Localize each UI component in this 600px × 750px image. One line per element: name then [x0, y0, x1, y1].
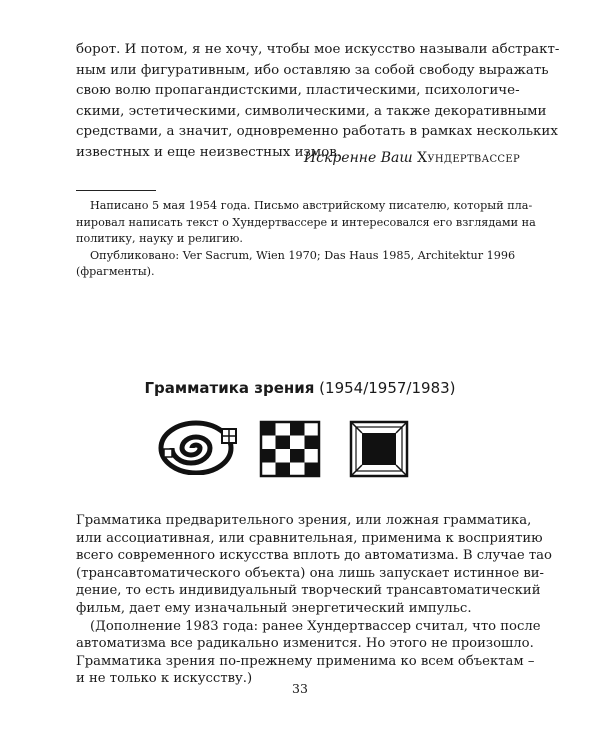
text-line: скими, эстетическими, символическими, а также декоративными: [76, 103, 547, 119]
signature: [304, 150, 520, 166]
text-line: и не только к искусству.): [76, 671, 253, 687]
text-line: всего современного искусства вплоть до автоматизма. В случае тао: [76, 548, 552, 564]
signature-closing: Искренне Ваш: [303, 150, 413, 166]
section-title: Грамматика зрения: [144, 379, 315, 397]
text-line: известных и еще неизвестных измов.: [76, 144, 342, 160]
section-years: (1954/1957/1983): [319, 379, 456, 397]
text-line: Грамматика зрения по-прежнему применима ко всем объектам –: [76, 653, 535, 669]
text-line: (Дополнение 1983 года: ранее Хундертвассер считал, что после: [90, 618, 541, 634]
letter-paragraph: [76, 40, 560, 164]
checkerboard-icon: [258, 419, 322, 479]
text-line: Грамматика предварительного зрения, или ложная грамматика,: [76, 513, 532, 528]
text-line: ным или фигуративным, ибо оставляю за собой свободу выражать: [76, 62, 549, 78]
grammar-paragraph: [76, 512, 552, 688]
spiral-icon: [158, 419, 242, 475]
symbols-row: [158, 419, 438, 479]
page-number: 33: [292, 681, 308, 696]
text-line: борот. И потом, я не хочу, чтобы мое искусство называли абстракт-: [76, 42, 560, 57]
section-heading: [0, 379, 600, 397]
footnote-line: Написано 5 мая 1954 года. Письмо австрийскому писателю, который пла-: [90, 199, 533, 212]
text-line: или ассоциативная, или сравнительная, применима к восприятию: [76, 530, 543, 546]
text-line: свою волю пропагандистскими, пластическими, психологиче-: [76, 83, 520, 99]
footnote-line: нировал написать текст о Хундертвассере и интересовался его взглядами на: [76, 215, 536, 229]
text-line: средствами, а значит, одновременно работать в рамках нескольких: [76, 124, 558, 140]
signature-name: Хундертвассер: [417, 150, 520, 166]
text-line: фильм, дает ему изначальный энергетический импульс.: [76, 600, 472, 616]
text-line: дение, то есть индивидуальный творческий трансавтоматический: [76, 583, 541, 599]
footnote-line: (фрагменты).: [76, 265, 155, 279]
text-line: (трансавтоматического объекта) она лишь запускает истинное ви-: [76, 565, 545, 581]
text-line: автоматизма все радикально изменится. Но этого не произошло.: [76, 636, 534, 652]
footnote-line: политику, науку и религию.: [76, 232, 243, 246]
footnote-line: Опубликовано: Ver Sacrum, Wien 1970; Das Haus 1985, Architektur 1996: [90, 248, 516, 262]
footnote: [76, 198, 536, 281]
footnote-divider: [76, 190, 156, 191]
framed-square-icon: [348, 419, 410, 479]
